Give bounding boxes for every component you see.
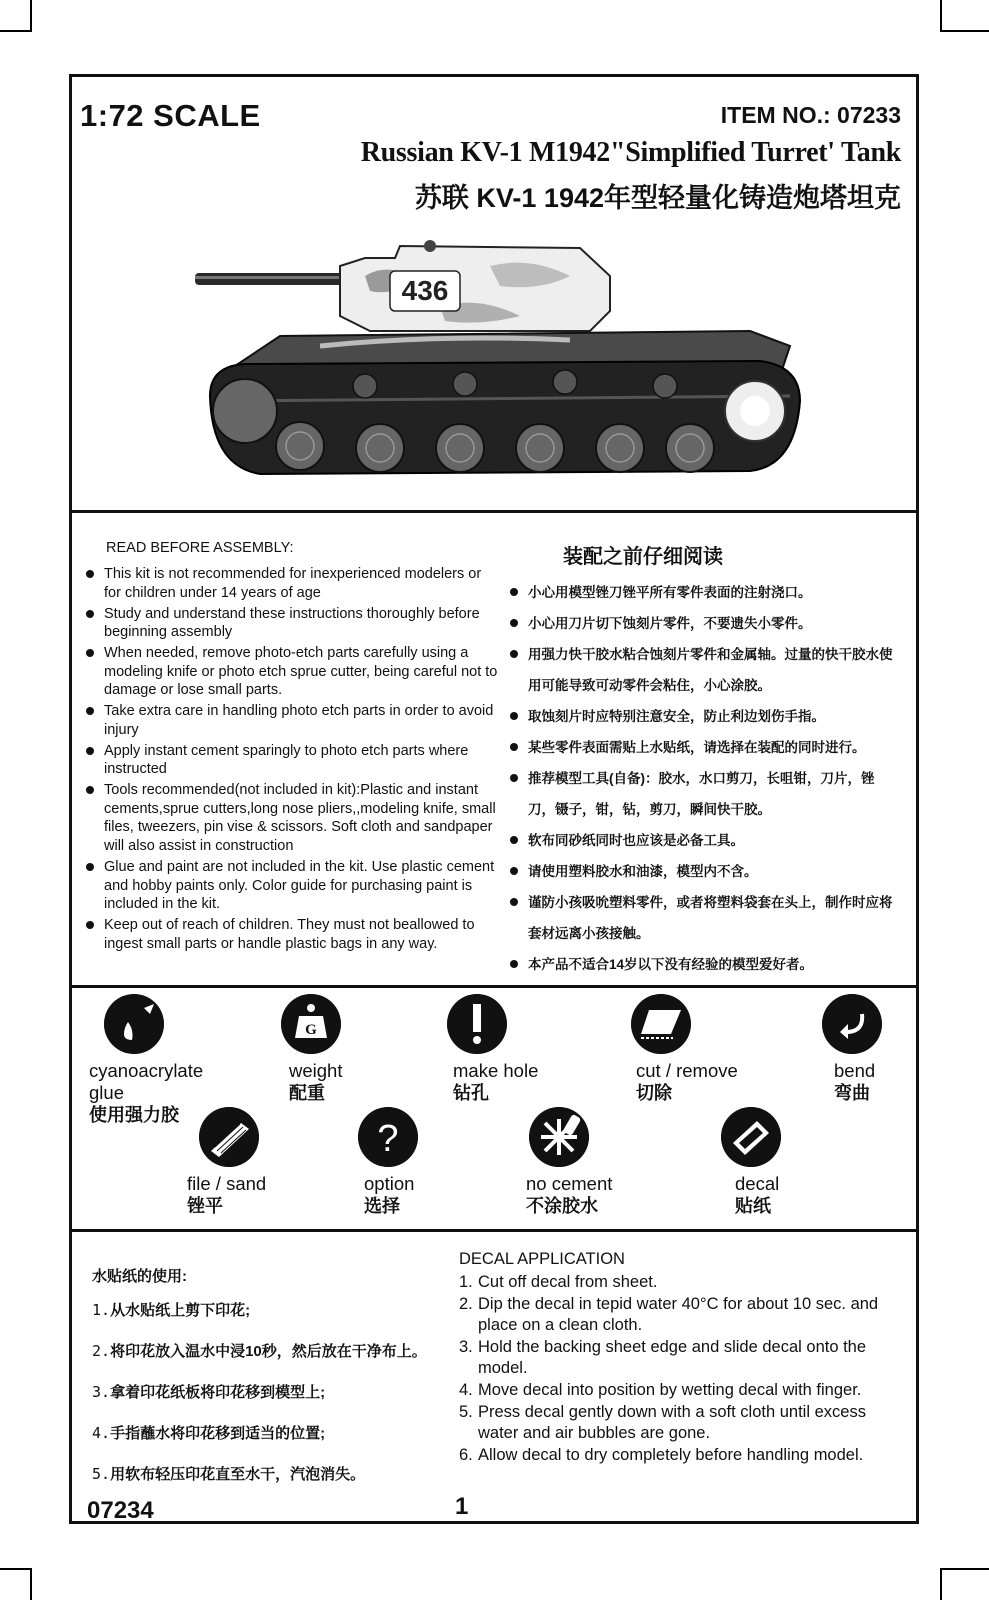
list-item: Tools recommended(not included in kit):Plastic and instant cements,sprue cutters,long nose pliers,,modeling knife, small files, tweezers, pin vise & scissors. Soft cloth and sandpaper will also assist in construction — [83, 781, 498, 855]
weight-icon — [281, 994, 341, 1054]
safety-list-en — [83, 565, 498, 956]
list-item: When needed, remove photo-etch parts carefully using a modeling knife or photo etch sprue cutter, being careful not to damage or lose small parts. — [83, 644, 498, 700]
list-item: 5. Press decal gently down with a soft cloth until excess water and air bubbles are gone. — [459, 1402, 866, 1443]
tank-number: 436 — [401, 275, 449, 306]
list-item: 4. Move decal into position by wetting decal with finger. — [459, 1380, 862, 1399]
symbol-label-en: weight — [289, 1060, 343, 1081]
symbol-label-en: bend — [834, 1060, 876, 1081]
section-divider — [69, 985, 919, 988]
list-item: 小心用刀片切下蚀刻片零件，不要遗失小零件。 — [510, 608, 900, 639]
list-item: 1.从水贴纸上剪下印花; — [92, 1301, 251, 1319]
symbol-label-en: make hole — [453, 1060, 539, 1081]
crop-mark — [0, 30, 32, 32]
decal-heading-cn: 水贴纸的使用: — [92, 1268, 187, 1285]
list-item: 4.手指蘸水将印花移到适当的位置; — [92, 1424, 326, 1442]
symbol-label-cn: 不涂胶水 — [526, 1196, 598, 1216]
decal-heading-en: DECAL APPLICATION — [459, 1250, 625, 1268]
item-number: ITEM NO.: 07233 — [720, 102, 901, 128]
svg-text:G: G — [305, 1022, 317, 1038]
list-item: 2.将印花放入温水中浸10秒，然后放在干净布上。 — [92, 1342, 427, 1360]
bend-arrow-icon — [822, 994, 882, 1054]
list-item: 推荐模型工具(自备)：胶水，水口剪刀，长咀钳，刀片，锉刀，镊子，钳，钻，剪刀，瞬间快干胶。 — [510, 763, 900, 825]
list-item: 1. Cut off decal from sheet. — [459, 1273, 658, 1291]
symbol-decal — [735, 1107, 865, 1217]
read-before-heading-en: READ BEFORE ASSEMBLY: — [106, 540, 294, 556]
list-item: Take extra care in handling photo etch parts in order to avoid injury — [83, 702, 498, 739]
symbol-label-cn: 选择 — [364, 1196, 400, 1216]
list-item: 2. Dip the decal in tepid water 40°C for about 10 sec. and place on a clean cloth. — [459, 1294, 879, 1335]
symbol-label-cn: 切除 — [636, 1083, 672, 1103]
list-item: 请使用塑料胶水和油漆，模型内不含。 — [510, 856, 900, 887]
symbol-label-cn: 使用强力胶 — [89, 1105, 179, 1125]
svg-text:?: ? — [377, 1118, 399, 1160]
symbol-label-cn: 贴纸 — [735, 1196, 771, 1216]
symbol-option — [364, 1107, 494, 1217]
symbol-bend — [834, 994, 914, 1104]
decal-icon — [721, 1107, 781, 1167]
crop-mark — [30, 1568, 32, 1600]
list-item: 6. Allow decal to dry completely before handling model. — [459, 1445, 864, 1464]
page-number: 1 — [455, 1493, 469, 1520]
crop-mark — [940, 1568, 942, 1600]
glue-drop-icon — [104, 994, 164, 1054]
symbol-label-en: cyanoacrylate glue — [89, 1060, 204, 1103]
drill-hole-icon — [447, 994, 507, 1054]
symbol-make-hole — [453, 994, 583, 1104]
symbol-label-en: option — [364, 1173, 415, 1194]
symbol-no-cement — [526, 1107, 656, 1217]
symbol-label-en: no cement — [526, 1173, 613, 1194]
crop-mark — [0, 1568, 32, 1570]
symbol-label-cn: 配重 — [289, 1083, 325, 1103]
symbol-label-en: cut / remove — [636, 1060, 738, 1081]
symbol-weight — [289, 994, 419, 1104]
decal-steps-en — [459, 1272, 899, 1466]
crop-mark — [940, 1568, 989, 1570]
tank-illustration — [190, 236, 810, 486]
symbol-file — [187, 1107, 317, 1217]
list-item: 本产品不适合14岁以下没有经验的模型爱好者。 — [510, 949, 900, 980]
list-item: 5.用软布轻压印花直至水干，汽泡消失。 — [92, 1465, 366, 1483]
no-cement-icon — [529, 1107, 589, 1167]
read-before-heading-cn: 装配之前仔细阅读 — [563, 546, 723, 568]
symbol-label-cn: 锉平 — [187, 1196, 223, 1216]
product-code: 07234 — [87, 1497, 154, 1524]
safety-list-cn — [510, 577, 900, 980]
scale-label: 1:72 SCALE — [80, 98, 261, 133]
crop-mark — [940, 0, 942, 30]
symbol-label-en: file / sand — [187, 1173, 267, 1194]
section-divider — [69, 1229, 919, 1232]
list-item: 谨防小孩吸吮塑料零件，或者将塑料袋套在头上，制作时应将套材远离小孩接触。 — [510, 887, 900, 949]
list-item: Apply instant cement sparingly to photo etch parts where instructed — [83, 742, 498, 779]
file-icon — [199, 1107, 259, 1167]
list-item: This kit is not recommended for inexperienced modelers or for children under 14 years of age — [83, 565, 498, 602]
crop-mark — [940, 30, 989, 32]
question-icon — [358, 1107, 418, 1167]
list-item: Glue and paint are not included in the kit. Use plastic cement and hobby paints only. Color guide for purchasing paint is included in the kit. — [83, 858, 498, 914]
symbol-label-cn: 钻孔 — [453, 1083, 489, 1103]
symbol-label-cn: 弯曲 — [834, 1083, 870, 1103]
list-item: Study and understand these instructions thoroughly before beginning assembly — [83, 605, 498, 642]
symbol-cut — [636, 994, 766, 1104]
decal-steps-cn — [92, 1290, 427, 1495]
list-item: Keep out of reach of children. They must not beallowed to ingest small parts or handle plastic bags in any way. — [83, 916, 498, 953]
list-item: 某些零件表面需贴上水贴纸，请选择在装配的同时进行。 — [510, 732, 900, 763]
list-item: 小心用模型锉刀锉平所有零件表面的注射浇口。 — [510, 577, 900, 608]
list-item: 取蚀刻片时应特别注意安全，防止利边划伤手指。 — [510, 701, 900, 732]
list-item: 3.拿着印花纸板将印花移到模型上; — [92, 1383, 326, 1401]
list-item: 用强力快干胶水粘合蚀刻片零件和金属轴。过量的快干胶水使用可能导致可动零件会粘住，小心涂胶。 — [510, 639, 900, 701]
tank-hatch — [424, 240, 436, 252]
cut-icon — [631, 994, 691, 1054]
list-item: 3. Hold the backing sheet edge and slide decal onto the model. — [459, 1337, 867, 1378]
title-english: Russian KV-1 M1942"Simplified Turret' Tank — [360, 137, 901, 168]
list-item: 软布同砂纸同时也应该是必备工具。 — [510, 825, 900, 856]
crop-mark — [30, 0, 32, 30]
symbol-label-en: decal — [735, 1173, 780, 1194]
title-chinese: 苏联 KV-1 1942年型轻量化铸造炮塔坦克 — [414, 183, 901, 213]
section-divider — [69, 510, 919, 513]
